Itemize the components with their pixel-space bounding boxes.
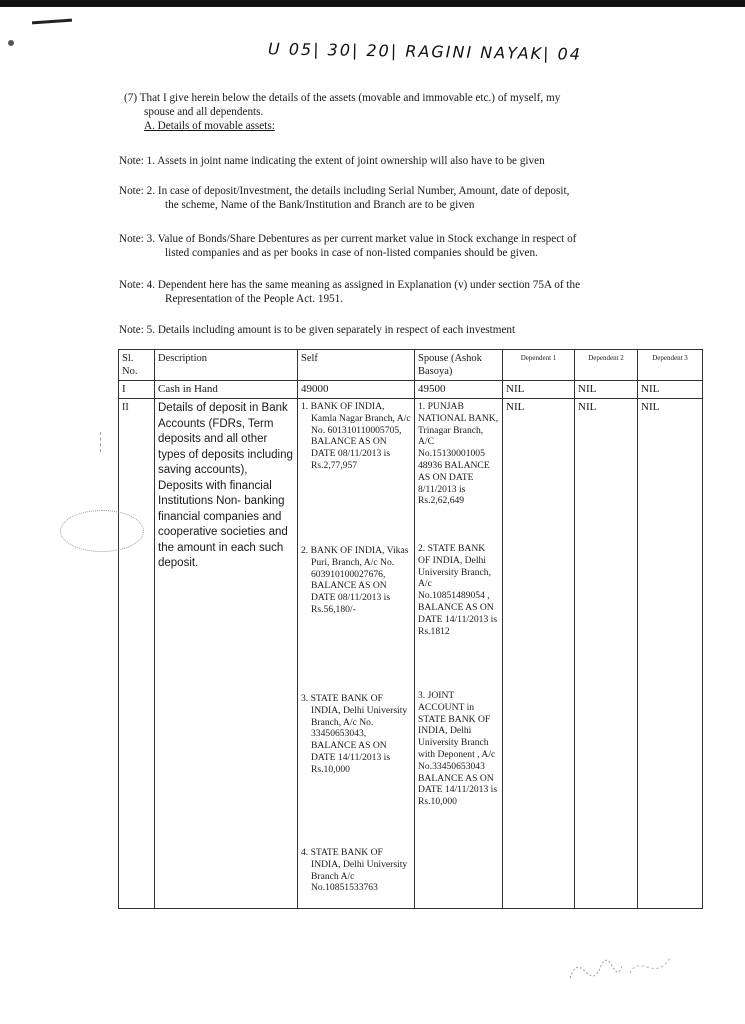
row2-description: Details of deposit in Bank Accounts (FDRs, Term deposits and all other types of deposits including saving accounts), Deposits with financial Institutions Non- banking financial companies and cooperative societies and the amount in each such deposit. — [155, 399, 298, 909]
row1-spouse: 49500 — [415, 381, 503, 399]
header-self: Self — [298, 350, 415, 381]
signature-scribble — [560, 938, 680, 998]
margin-ticks — [100, 432, 120, 452]
handwritten-reference: U 05| 30| 20| RAGINI NAYAK| 04 — [267, 39, 583, 64]
row1-description: Cash in Hand — [155, 381, 298, 399]
paragraph-7-line2: spouse and all dependents. — [144, 106, 264, 118]
paragraph-7-line1: (7) That I give herein below the details of the assets (movable and immovable etc.) of myself, my — [124, 92, 561, 104]
spouse-deposit-3: 3. JOINT ACCOUNT in STATE BANK OF INDIA, Delhi University Branch with Deponent , A/c No.33450653043 BALANCE AS ON DATE 14/11/2013 is Rs.10,000 — [418, 690, 498, 808]
pen-mark — [32, 19, 72, 25]
header-dependent-1: Dependent 1 — [503, 350, 575, 381]
paragraph-7 — [124, 91, 714, 133]
row1-dependent-2: NIL — [575, 381, 638, 399]
header-sl-no: Sl. No. — [119, 350, 155, 381]
row2-spouse — [415, 399, 503, 909]
note-4: Note: 4. Dependent here has the same meaning as assigned in Explanation (v) under section 75A of the Representation of the People Act. 1951. — [119, 279, 581, 305]
row1-self: 49000 — [298, 381, 415, 399]
scan-speck — [8, 40, 14, 46]
spouse-deposit-2: 2. STATE BANK OF INDIA, Delhi University Branch, A/c No.10851489054 , BALANCE AS ON DATE 14/11/2013 is Rs.1812 — [418, 543, 498, 637]
spouse-deposit-1: 1. PUNJAB NATIONAL BANK, Trinagar Branch, A/C No.15130001005 48936 BALANCE AS ON DATE 8/11/2013 is Rs.2,62,649 — [418, 401, 499, 507]
scan-top-border — [0, 0, 745, 7]
movable-assets-table — [118, 349, 703, 909]
table-row — [119, 381, 703, 399]
note-1: Note: 1. Assets in joint name indicating the extent of joint ownership will also have to be given — [119, 155, 545, 167]
row2-dependent-1: NIL — [503, 399, 575, 909]
table-header-row — [119, 350, 703, 381]
header-description: Description — [155, 350, 298, 381]
note-2: Note: 2. In case of deposit/Investment, the details including Serial Number, Amount, date of deposit, the scheme, Name of the Bank/Institution and Branch are to be given — [119, 185, 570, 211]
note-3: Note: 3. Value of Bonds/Share Debentures as per current market value in Stock exchange in respect of listed companies and as per books in case of non-listed companies should be given. — [119, 233, 577, 259]
header-dependent-2: Dependent 2 — [575, 350, 638, 381]
header-dependent-3: Dependent 3 — [638, 350, 703, 381]
note-5: Note: 5. Details including amount is to be given separately in respect of each investment — [119, 324, 516, 336]
row2-self — [298, 399, 415, 909]
self-deposit-3: 3. STATE BANK OF INDIA, Delhi University Branch, A/c No. 33450653043, BALANCE AS ON DATE 14/11/2013 is Rs.10,000 — [301, 693, 408, 775]
table-row — [119, 399, 703, 909]
section-a-heading: A. Details of movable assets: — [144, 120, 275, 132]
row2-dependent-2: NIL — [575, 399, 638, 909]
header-spouse: Spouse (Ashok Basoya) — [415, 350, 503, 381]
row1-dependent-1: NIL — [503, 381, 575, 399]
faint-stamp — [60, 510, 144, 552]
self-deposit-2: 2. BANK OF INDIA, Vikas Puri, Branch, A/c No. 603910100027676, BALANCE AS ON DATE 08/11/2013 is Rs.56,180/- — [301, 545, 409, 615]
self-deposit-1: 1. BANK OF INDIA, Kamla Nagar Branch, A/c No. 601310110005705, BALANCE AS ON DATE 08/11/2013 is Rs.2,77,957 — [301, 401, 411, 471]
row2-sl: II — [119, 399, 155, 909]
self-deposit-4: 4. STATE BANK OF INDIA, Delhi University Branch A/c No.10851533763 — [301, 847, 408, 894]
row1-dependent-3: NIL — [638, 381, 703, 399]
row1-sl: I — [119, 381, 155, 399]
row2-dependent-3: NIL — [638, 399, 703, 909]
